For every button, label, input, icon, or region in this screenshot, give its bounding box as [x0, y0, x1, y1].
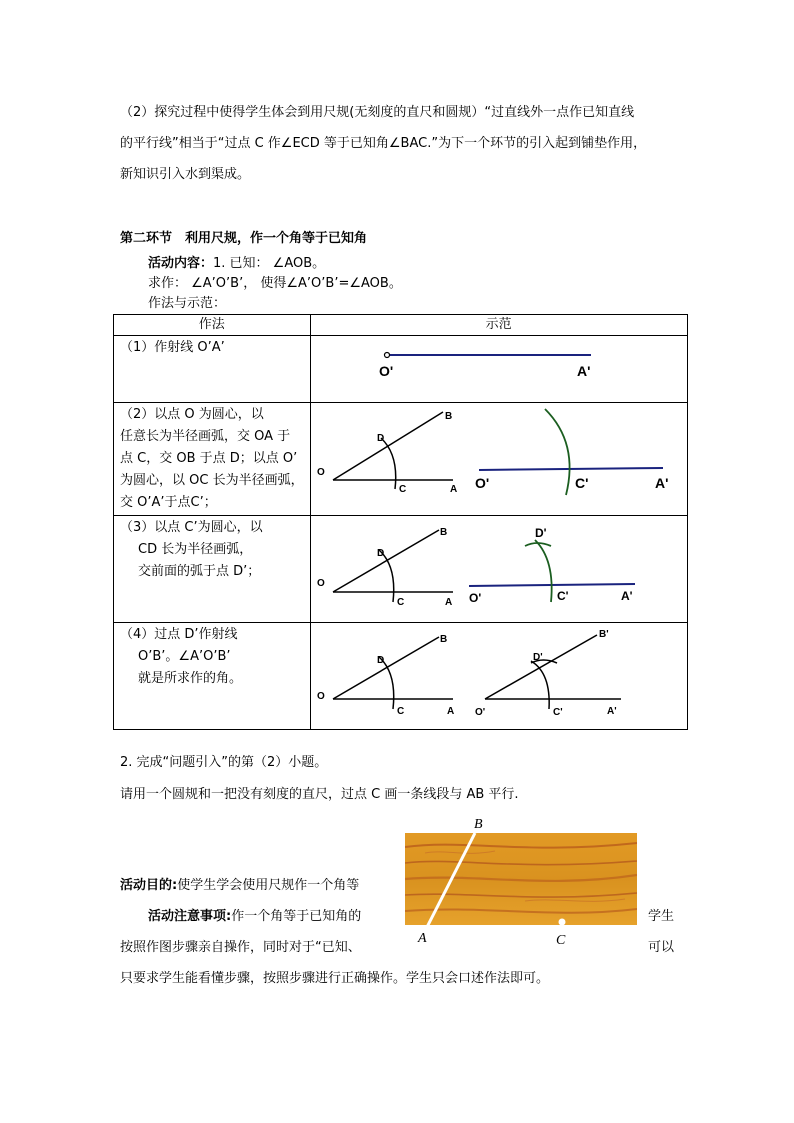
label-o: O [316, 578, 325, 589]
wood-board-svg [405, 833, 637, 929]
demo-figure-4 [311, 623, 687, 725]
table-row [114, 336, 688, 403]
step-2-line-1: （2）以点 O 为圆心，以 [120, 407, 264, 422]
notes-tail-1: 学生 [648, 909, 675, 924]
point-c [559, 919, 566, 926]
label-c: C [396, 597, 404, 608]
activity-label: 活动内容： [148, 256, 214, 271]
label-d: D [376, 433, 384, 444]
ray-o2-a2 [479, 468, 663, 470]
board-label-c: C [556, 933, 566, 948]
arc-c2 [531, 661, 549, 709]
ray-o2-b2 [485, 635, 597, 699]
board-label-a: A [418, 931, 427, 946]
label-d2: D' [534, 526, 547, 540]
label-a2: A' [654, 475, 669, 491]
intro-line-1: （2）探究过程中使得学生体会到用尺规(无刻度的直尺和圆规）“过直线外一点作已知直线 [120, 105, 635, 120]
step-2-line-5: 交 O’A’于点C’； [120, 495, 217, 510]
wood-board-figure [405, 833, 637, 929]
step-2-line-2: 任意长为半径画弧，交 OA 于 [120, 429, 291, 444]
table-row [114, 623, 688, 730]
task2-line-1: 2. 完成“问题引入”的第（2）小题。 [120, 755, 328, 770]
step-4-line-3: 就是所求作的角。 [138, 671, 243, 686]
step-3-line-1: （3）以点 C’为圆心，以 [120, 520, 263, 535]
label-a: A [444, 597, 452, 608]
step-cell [114, 403, 311, 516]
purpose-text: 使学生学会使用尺规作一个角等 [177, 878, 360, 893]
label-o: O [316, 691, 325, 702]
label-a: A [449, 484, 457, 495]
demo-cell [310, 623, 687, 730]
label-o2: O' [474, 707, 485, 718]
label-b: B [444, 411, 452, 422]
step-2-line-4: 为圆心，以 OC 长为半径画弧， [120, 473, 304, 488]
ray-ob [333, 530, 439, 592]
label-o: O [316, 467, 325, 478]
label-a: A [446, 706, 454, 717]
label-c2: C' [574, 475, 589, 491]
point-o2 [384, 353, 389, 358]
step-4-line-2: O’B’。∠A’O’B’ [138, 649, 231, 664]
label-a2: A' [606, 706, 617, 717]
label-b: B [439, 527, 447, 538]
demo-figure-2 [311, 403, 687, 507]
step-3-line-2: CD 长为半径画弧， [138, 542, 253, 557]
label-d: D [376, 548, 384, 559]
intro-line-3: 新知识引入水到渠成。 [120, 167, 251, 182]
purpose-line [120, 876, 359, 896]
step-cell [114, 516, 311, 623]
label-o2: O' [474, 475, 489, 491]
notes-line-1 [148, 907, 361, 927]
notes-line-3: 只要求学生能看懂步骤，按照步骤进行正确操作。学生只会口述作法即可。 [120, 971, 550, 986]
step-1-line-1: （1）作射线 O’A’ [120, 340, 225, 355]
demo-figure-1 [311, 336, 687, 398]
label-o2: O' [468, 591, 481, 605]
board-label-b: B [474, 817, 483, 832]
require-line: 求作： ∠A’O’B’， 使得∠A’O’B’=∠AOB。 [148, 276, 402, 291]
table-row [114, 403, 688, 516]
label-c: C [398, 484, 406, 495]
step-cell [114, 623, 311, 730]
label-a2: A' [576, 363, 591, 379]
notes-line-2: 按照作图步骤亲自操作，同时对于“已知、 [120, 940, 361, 955]
notes-text: 作一个角等于已知角的 [231, 909, 362, 924]
label-d: D [376, 655, 384, 666]
ray-ob [333, 637, 439, 699]
label-b2: B' [598, 629, 609, 640]
intro-line-2: 的平行线”相当于“过点 C 作∠ECD 等于已知角∠BAC.”为下一个环节的引入起到铺垫作用， [120, 136, 647, 151]
label-c2: C' [556, 589, 569, 603]
activity-text: 1. 已知： ∠AOB。 [213, 256, 326, 271]
label-d2: D' [532, 652, 543, 663]
step-4-line-1: （4）过点 D’作射线 [120, 627, 238, 642]
method-intro: 作法与示范： [148, 296, 227, 311]
label-b: B [439, 634, 447, 645]
step-3-line-3: 交前面的弧于点 D’； [138, 564, 261, 579]
step-2-line-3: 点 C，交 OB 于点 D；以点 O’ [120, 451, 298, 466]
task2-line-2: 请用一个圆规和一把没有刻度的直尺，过点 C 画一条线段与 AB 平行. [120, 787, 519, 802]
table-row [114, 516, 688, 623]
label-c: C [396, 706, 404, 717]
construction-table [113, 314, 688, 730]
section-heading: 第二环节 利用尺规，作一个角等于已知角 [120, 231, 368, 246]
demo-cell [310, 516, 687, 623]
label-o2: O' [378, 363, 393, 379]
arc-c2 [545, 409, 570, 495]
step-cell [114, 336, 311, 403]
demo-figure-3 [311, 516, 687, 618]
label-c2: C' [552, 707, 563, 718]
arc-c2 [535, 540, 552, 602]
demo-cell [310, 403, 687, 516]
col-header-demo: 示范 [310, 315, 687, 336]
notes-label: 活动注意事项: [148, 909, 232, 924]
purpose-label: 活动目的: [120, 878, 178, 893]
activity-content [148, 254, 325, 274]
notes-tail-2: 可以 [648, 940, 675, 955]
label-a2: A' [620, 589, 633, 603]
demo-cell [310, 336, 687, 403]
col-header-method: 作法 [114, 315, 311, 336]
